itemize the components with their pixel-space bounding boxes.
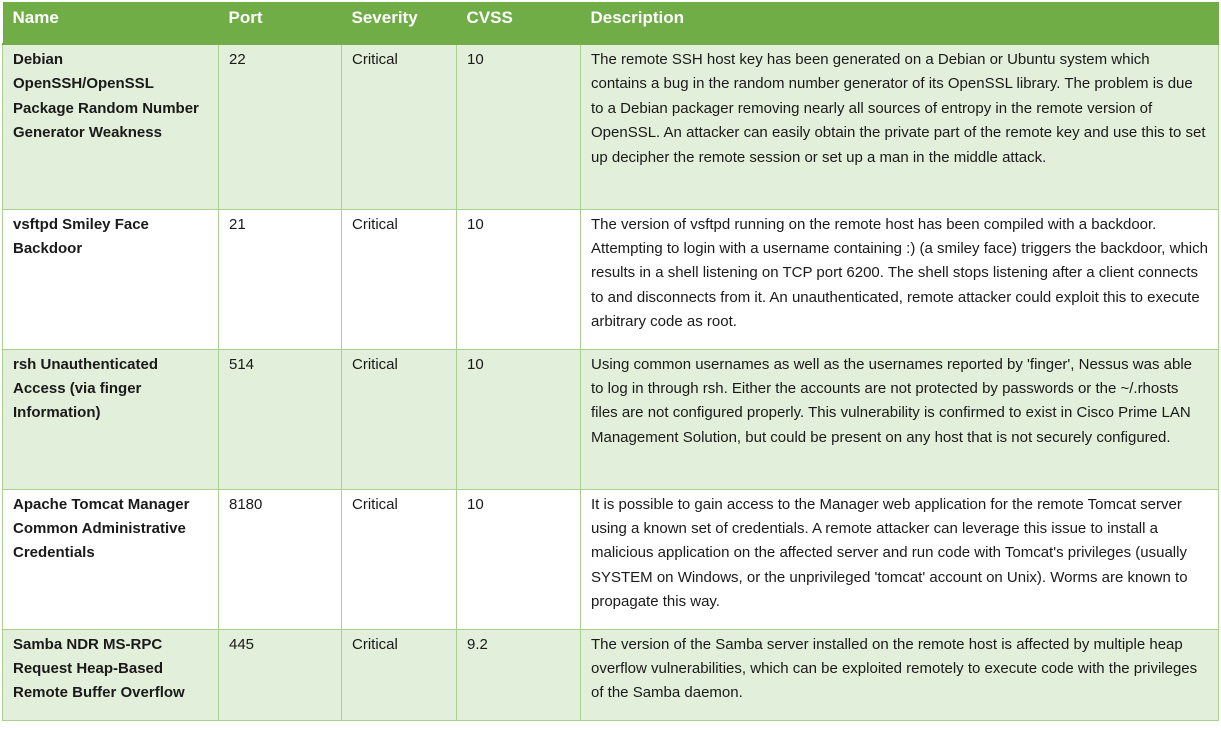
cell-cvss: 9.2: [457, 629, 581, 720]
header-description: Description: [581, 2, 1219, 44]
cell-description: The remote SSH host key has been generated on a Debian or Ubuntu system which contains a bug in the random number generator of its OpenSSL library. The problem is due to a Debian packager removing nearly all sources of entropy in the remote version of OpenSSL. An attacker can easily obtain the private part of the remote key and use this to set up decipher the remote session or set up a man in the middle attack.: [581, 44, 1219, 209]
table-header: [3, 2, 1219, 44]
cell-description: The version of vsftpd running on the remote host has been compiled with a backdoor. Attempting to login with a username containing :) (a smiley face) triggers the backdoor, which results in a shell listening on TCP port 6200. The shell stops listening after a client connects to and disconnects from it. An unauthenticated, remote attacker could exploit this to execute arbitrary code as root.: [581, 209, 1219, 349]
header-row: [3, 2, 1219, 44]
cell-port: 22: [219, 44, 342, 209]
vulnerability-table: [2, 2, 1219, 721]
cell-cvss: 10: [457, 349, 581, 489]
cell-severity: Critical: [342, 629, 457, 720]
cell-name: Apache Tomcat Manager Common Administrative Credentials: [3, 489, 219, 629]
cell-severity: Critical: [342, 489, 457, 629]
header-name: Name: [3, 2, 219, 44]
cell-description: It is possible to gain access to the Manager web application for the remote Tomcat server using a known set of credentials. A remote attacker can leverage this issue to install a malicious application on the affected server and run code with Tomcat's privileges (usually SYSTEM on Windows, or the unprivileged 'tomcat' account on Unix). Worms are known to propagate this way.: [581, 489, 1219, 629]
table-body: [3, 44, 1219, 720]
header-cvss: CVSS: [457, 2, 581, 44]
cell-port: 445: [219, 629, 342, 720]
cell-severity: Critical: [342, 44, 457, 209]
cell-port: 8180: [219, 489, 342, 629]
header-severity: Severity: [342, 2, 457, 44]
table-row: [3, 44, 1219, 209]
header-port: Port: [219, 2, 342, 44]
cell-severity: Critical: [342, 349, 457, 489]
cell-description: The version of the Samba server installed on the remote host is affected by multiple heap overflow vulnerabilities, which can be exploited remotely to execute code with the privileges of the Samba daemon.: [581, 629, 1219, 720]
cell-name: Samba NDR MS-RPC Request Heap-Based Remote Buffer Overflow: [3, 629, 219, 720]
table-row: [3, 489, 1219, 629]
cell-cvss: 10: [457, 44, 581, 209]
cell-port: 21: [219, 209, 342, 349]
cell-name: Debian OpenSSH/OpenSSL Package Random Number Generator Weakness: [3, 44, 219, 209]
cell-cvss: 10: [457, 489, 581, 629]
cell-name: rsh Unauthenticated Access (via finger Information): [3, 349, 219, 489]
table-row: [3, 349, 1219, 489]
cell-port: 514: [219, 349, 342, 489]
table-row: [3, 629, 1219, 720]
cell-cvss: 10: [457, 209, 581, 349]
table-row: [3, 209, 1219, 349]
cell-name: vsftpd Smiley Face Backdoor: [3, 209, 219, 349]
cell-severity: Critical: [342, 209, 457, 349]
cell-description: Using common usernames as well as the usernames reported by 'finger', Nessus was able to log in through rsh. Either the accounts are not protected by passwords or the ~/.rhosts files are not configured properly. This vulnerability is confirmed to exist in Cisco Prime LAN Management Solution, but could be present on any host that is not securely configured.: [581, 349, 1219, 489]
